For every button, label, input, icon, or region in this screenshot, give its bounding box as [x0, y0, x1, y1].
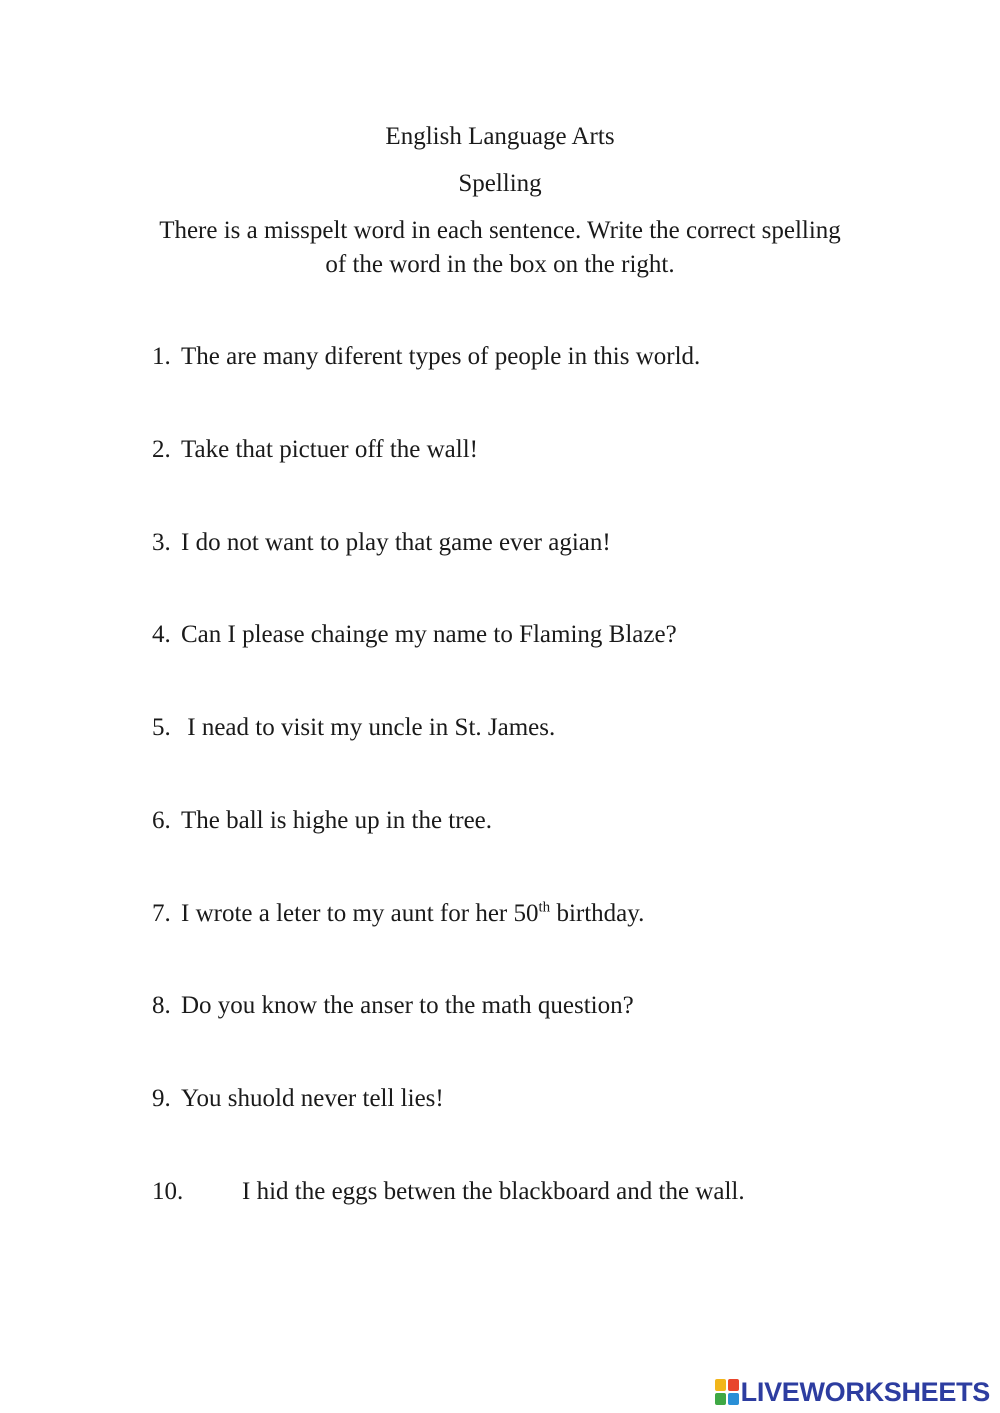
question-number: 2. — [152, 436, 171, 463]
liveworksheets-logo — [715, 1375, 990, 1409]
page-title: English Language Arts — [385, 123, 615, 150]
question-item — [152, 898, 644, 930]
question-number: 5. — [152, 714, 171, 741]
question-item — [152, 1083, 444, 1115]
question-text: You shuold never tell lies! — [181, 1085, 444, 1112]
question-number: 7. — [152, 900, 171, 927]
instructions-line-1: There is a misspelt word in each sentence. Write the correct spelling — [159, 217, 841, 244]
question-text: Can I please chainge my name to Flaming Blaze? — [181, 621, 677, 648]
question-number: 4. — [152, 621, 171, 648]
page-subtitle: Spelling — [458, 170, 542, 197]
question-text: The are many diferent types of people in this world. — [181, 343, 701, 370]
question-item — [152, 805, 492, 837]
question-text: I nead to visit my uncle in St. James. — [181, 714, 556, 741]
ordinal-superscript: th — [538, 899, 551, 916]
question-item — [152, 990, 634, 1022]
question-text: Do you know the anser to the math question? — [181, 992, 634, 1019]
question-text-after: birthday. — [550, 900, 645, 927]
question-item — [152, 619, 677, 651]
question-item — [152, 434, 478, 466]
question-number: 8. — [152, 992, 171, 1019]
instructions-line-2: of the word in the box on the right. — [325, 251, 675, 278]
question-text-before: I wrote a leter to my aunt for her 50 — [181, 900, 539, 927]
question-number: 9. — [152, 1085, 171, 1112]
question-number: 10. — [152, 1178, 184, 1205]
liveworksheets-logo-icon — [715, 1379, 739, 1405]
question-text: I do not want to play that game ever agian! — [181, 529, 611, 556]
logo-text: LIVEWORKSHEETS — [740, 1376, 990, 1407]
question-text: Take that pictuer off the wall! — [181, 436, 478, 463]
question-number: 6. — [152, 807, 171, 834]
question-item — [152, 712, 555, 744]
question-text: I hid the eggs betwen the blackboard and the wall. — [242, 1178, 745, 1205]
question-number: 3. — [152, 529, 171, 556]
question-number: 1. — [152, 343, 171, 370]
question-item — [152, 1176, 745, 1208]
question-item — [152, 527, 611, 559]
question-item — [152, 341, 700, 373]
question-text: The ball is highe up in the tree. — [181, 807, 493, 834]
